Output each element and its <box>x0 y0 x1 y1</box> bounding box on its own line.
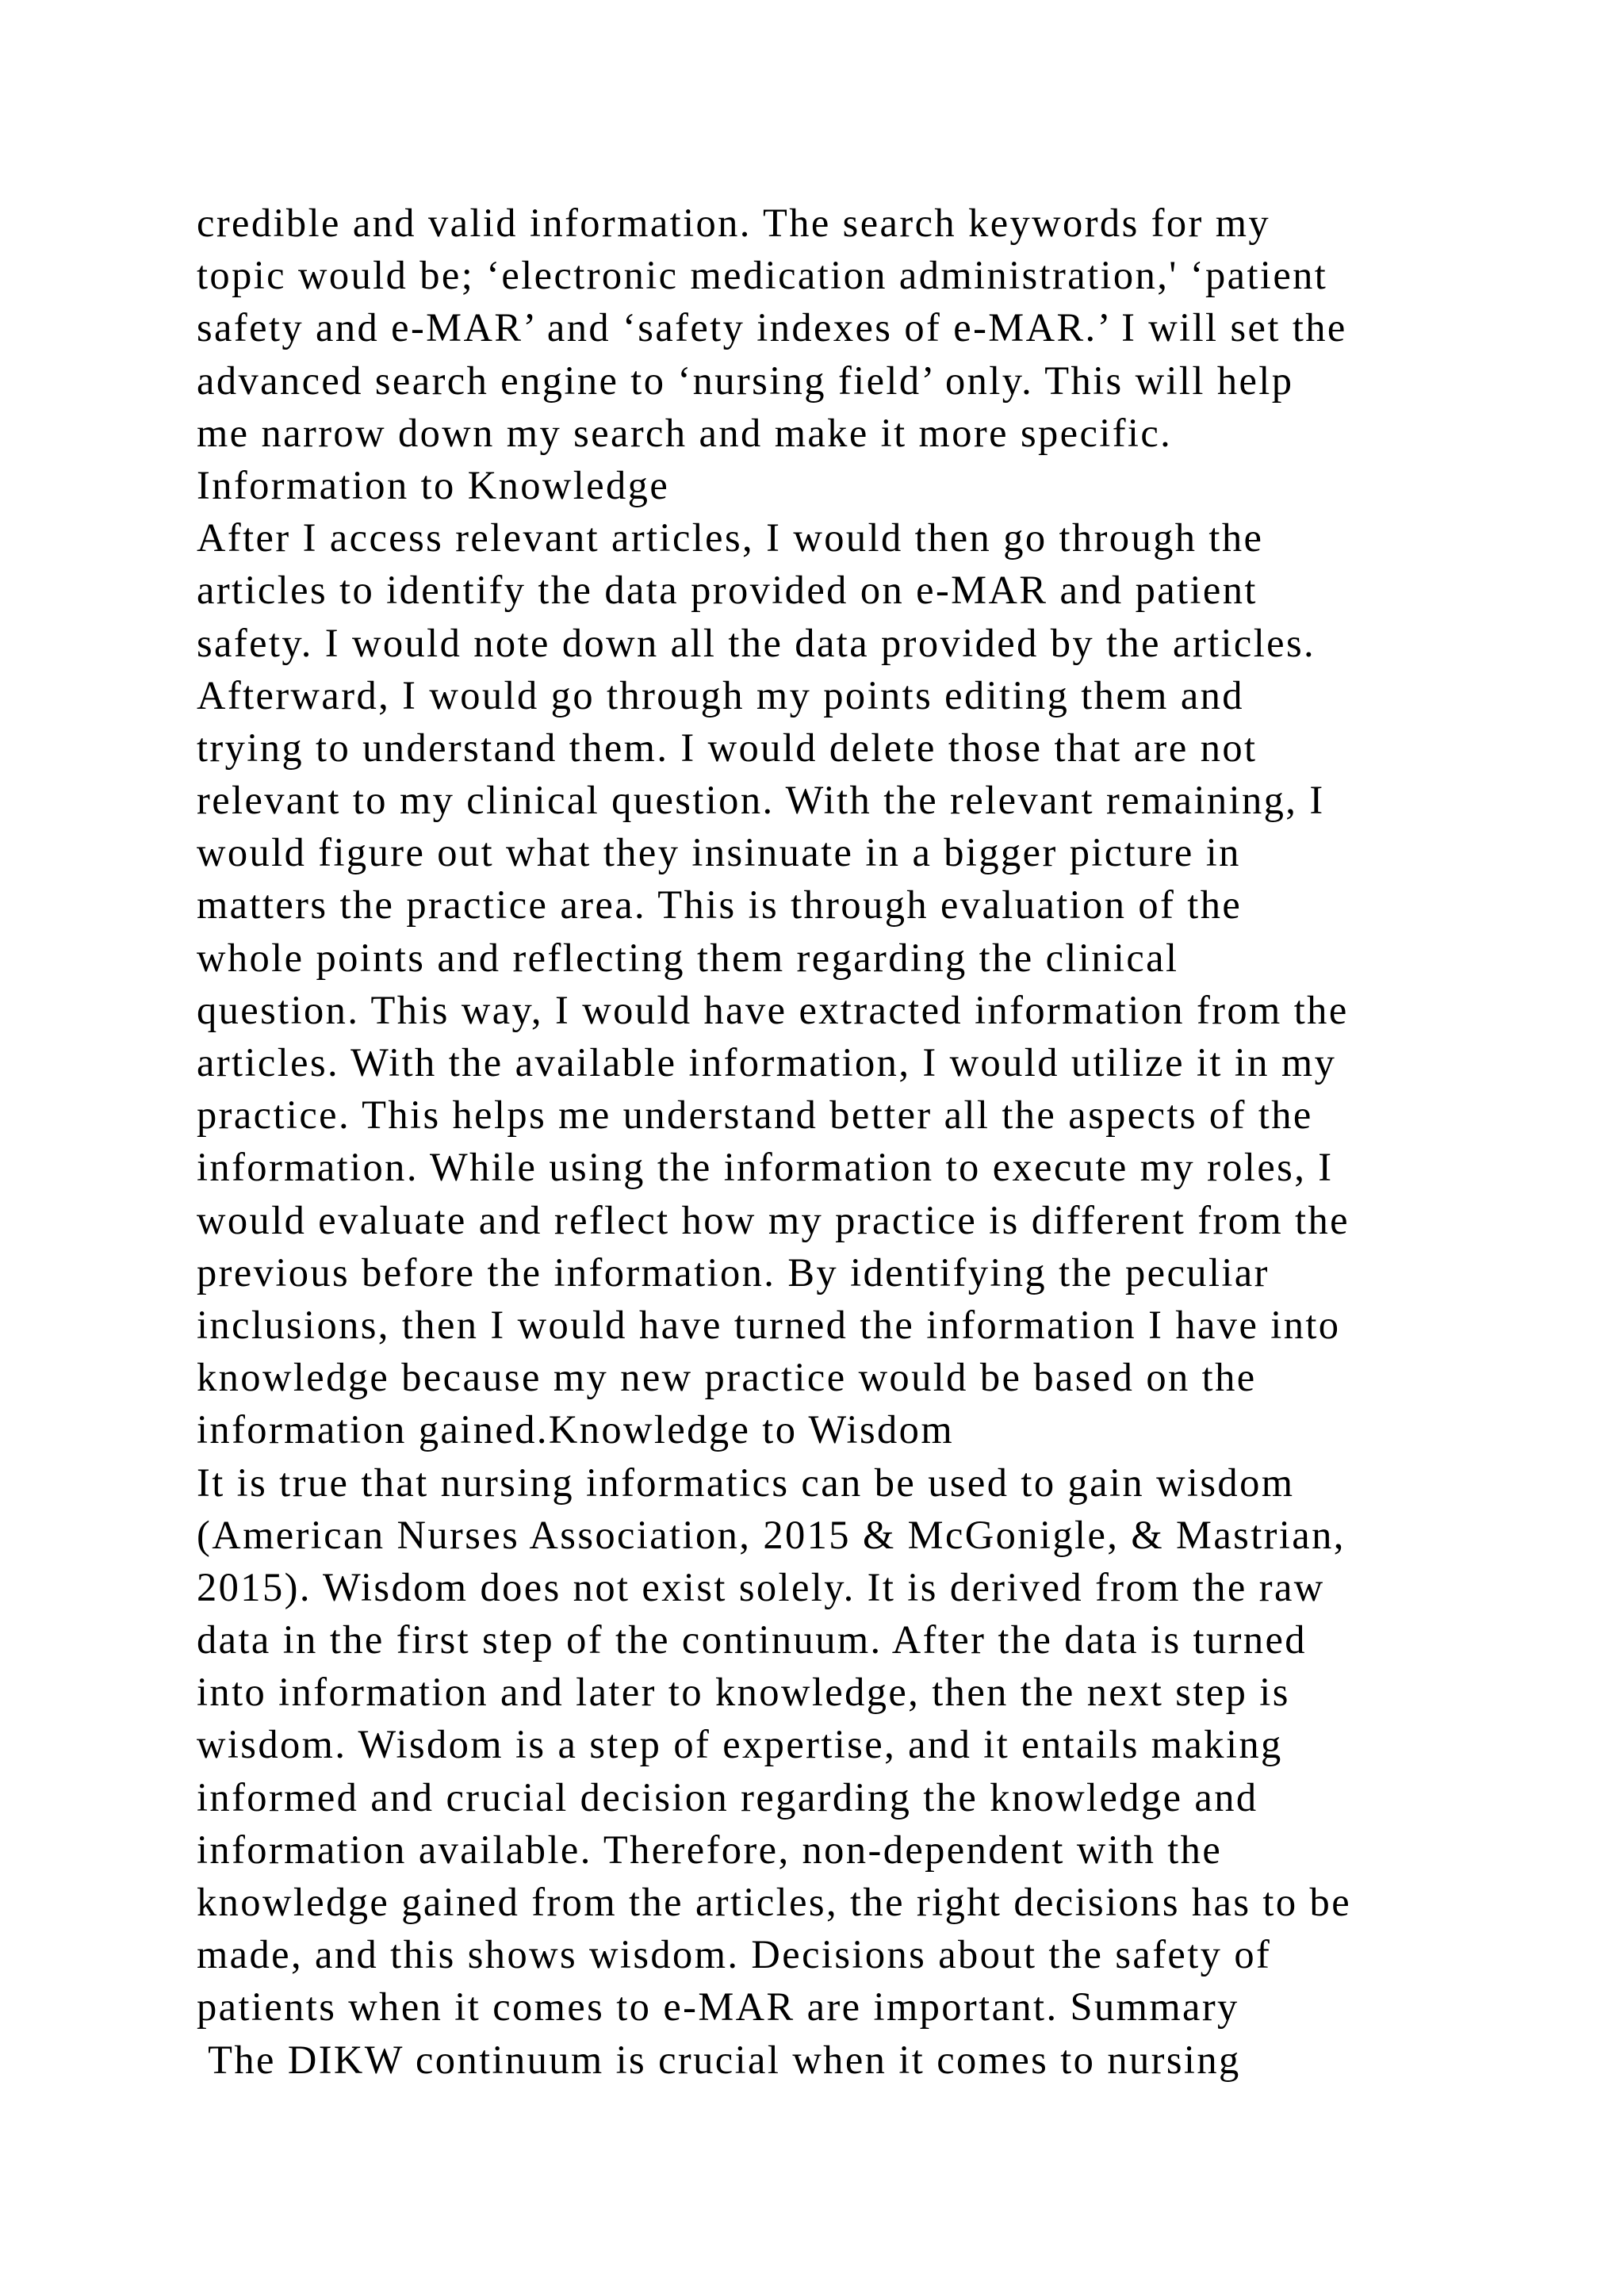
text-line: question. This way, I would have extracted information from the <box>197 987 1349 1032</box>
text-line: After I access relevant articles, I would then go through the <box>197 515 1264 561</box>
text-line: advanced search engine to ‘nursing field’ only. This will help <box>197 358 1294 403</box>
text-line: information. While using the information to execute my roles, I <box>197 1145 1334 1190</box>
section-heading-information-to-knowledge: Information to Knowledge <box>197 462 670 507</box>
text-line: matters the practice area. This is through evaluation of the <box>197 882 1243 928</box>
text-line: made, and this shows wisdom. Decisions about the safety of <box>197 1932 1272 1977</box>
text-line: into information and later to knowledge, then the next step is <box>197 1670 1290 1715</box>
text-line: safety. I would note down all the data provided by the articles. <box>197 620 1316 665</box>
text-line: data in the first step of the continuum. After the data is turned <box>197 1617 1307 1663</box>
text-line: would figure out what they insinuate in a bigger picture in <box>197 830 1241 875</box>
document-body-text <box>197 197 1529 2086</box>
text-line: whole points and reflecting them regarding the clinical <box>197 935 1179 980</box>
text-line: practice. This helps me understand better all the aspects of the <box>197 1093 1313 1138</box>
text-line: 2015). Wisdom does not exist solely. It is derived from the raw <box>197 1564 1325 1609</box>
text-line-knowledge-to-wisdom: information gained.Knowledge to Wisdom <box>197 1407 955 1452</box>
text-line: The DIKW continuum is crucial when it comes to nursing <box>197 2037 1241 2082</box>
text-line: topic would be; ‘electronic medication administration,' ‘patient <box>197 253 1328 298</box>
text-line: (American Nurses Association, 2015 & McGonigle, & Mastrian, <box>197 1512 1346 1557</box>
text-line: previous before the information. By identifying the peculiar <box>197 1249 1270 1295</box>
text-line: trying to understand them. I would delete those that are not <box>197 725 1258 770</box>
text-line: relevant to my clinical question. With the relevant remaining, I <box>197 778 1325 823</box>
text-line: knowledge gained from the articles, the right decisions has to be <box>197 1880 1352 1924</box>
text-line: wisdom. Wisdom is a step of expertise, and it entails making <box>197 1722 1283 1767</box>
text-line: articles to identify the data provided on e-MAR and patient <box>197 568 1258 613</box>
text-line: safety and e-MAR’ and ‘safety indexes of e-MAR.’ I will set the <box>197 305 1347 350</box>
text-line: Afterward, I would go through my points editing them and <box>197 672 1244 718</box>
text-line: It is true that nursing informatics can be used to gain wisdom <box>197 1460 1295 1505</box>
text-line: information available. Therefore, non-dependent with the <box>197 1827 1223 1872</box>
text-line: me narrow down my search and make it more specific. <box>197 410 1173 455</box>
text-line: would evaluate and reflect how my practice is different from the <box>197 1197 1350 1242</box>
text-line: articles. With the available information, I would utilize it in my <box>197 1040 1337 1085</box>
text-line: knowledge because my new practice would be based on the <box>197 1355 1257 1400</box>
text-line: informed and crucial decision regarding the knowledge and <box>197 1774 1258 1820</box>
text-line-summary: patients when it comes to e-MAR are important. Summary <box>197 1984 1239 2030</box>
text-line: inclusions, then I would have turned the information I have into <box>197 1302 1341 1347</box>
text-line: credible and valid information. The search keywords for my <box>197 201 1271 245</box>
